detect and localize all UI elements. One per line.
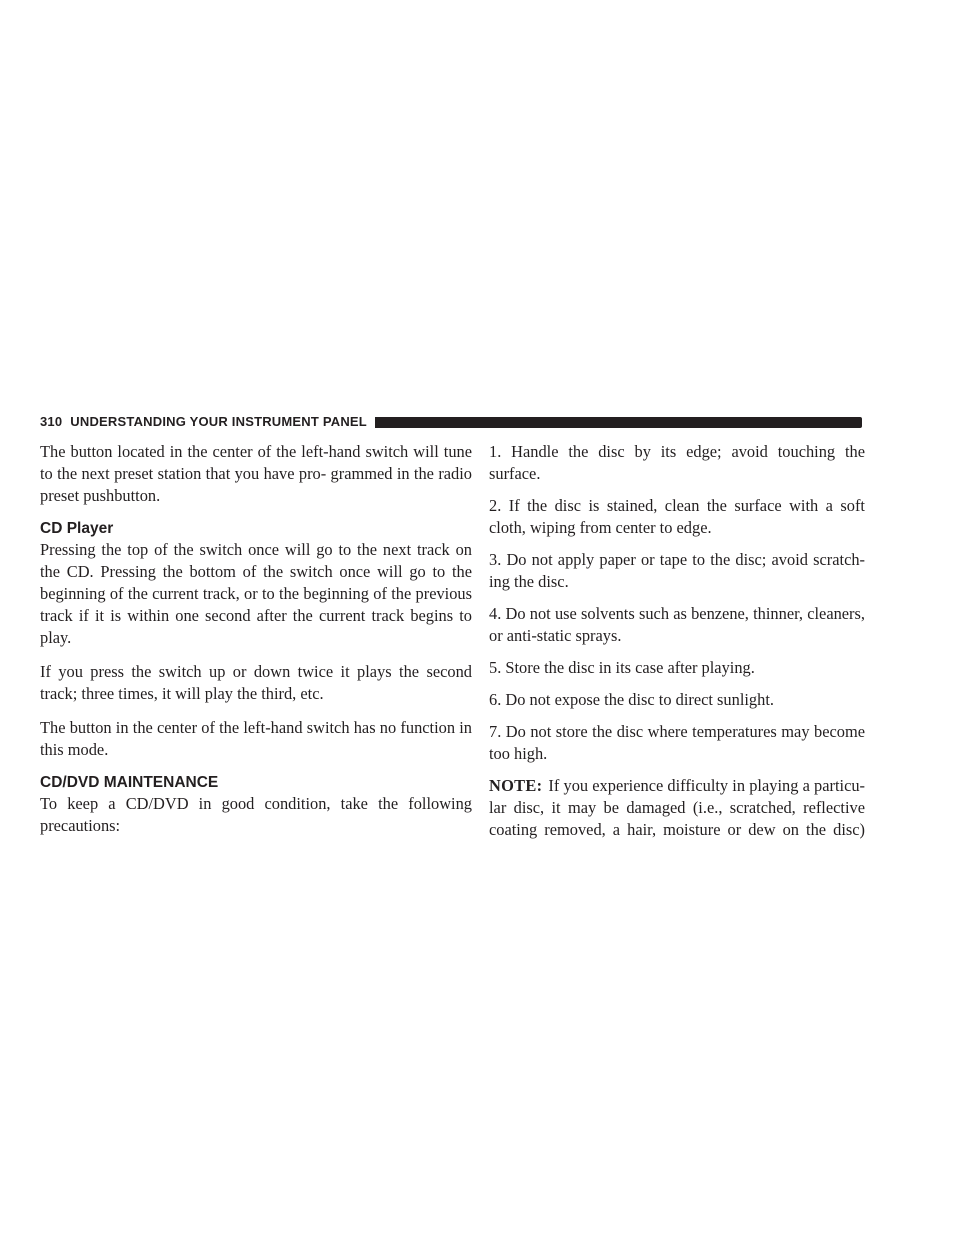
intro-paragraph: The button located in the center of the left-hand switch will tune to the next preset station that you have pro- grammed in the radio preset pushbutton. — [40, 442, 472, 505]
list-item: 4. Do not use solvents such as benzene, thinner, cleaners, or anti-static sprays. — [489, 604, 865, 645]
note-text: If you experience difficulty in playing a particu- lar disc, it may be damaged (i.e., scratched, reflective coating removed, a hair, moisture or dew on the disc) — [489, 776, 865, 839]
list-item: 7. Do not store the disc where temperatures may become too high. — [489, 722, 865, 763]
cd-player-paragraph-3: The button in the center of the left-hand switch has no function in this mode. — [40, 718, 472, 759]
cd-player-heading: CD Player — [40, 520, 114, 537]
maintenance-heading: CD/DVD MAINTENANCE — [40, 774, 219, 791]
list-item: 1. Handle the disc by its edge; avoid touching the surface. — [489, 442, 865, 483]
page-header — [40, 414, 862, 430]
list-item: 6. Do not expose the disc to direct sunlight. — [489, 690, 774, 709]
cd-player-paragraph-1: Pressing the top of the switch once will go to the next track on the CD. Pressing the bottom of the switch once will go to the beginning of the current track, or to the beginning of the previous track if it is within one second after the current track begins to play. — [40, 540, 472, 647]
cd-player-paragraph-2: If you press the switch up or down twice it plays the second track; three times, it will play the third, etc. — [40, 662, 472, 703]
right-column — [489, 441, 865, 853]
list-item: 3. Do not apply paper or tape to the disc; avoid scratch- ing the disc. — [489, 550, 865, 591]
list-item: 2. If the disc is stained, clean the surface with a soft cloth, wiping from center to edge. — [489, 496, 865, 537]
left-column — [40, 441, 472, 849]
section-title: UNDERSTANDING YOUR INSTRUMENT PANEL — [70, 414, 367, 429]
header-rule — [375, 417, 862, 428]
note-paragraph — [489, 775, 865, 841]
note-label: NOTE: — [489, 776, 543, 795]
page-number: 310 — [40, 414, 63, 429]
maintenance-intro: To keep a CD/DVD in good condition, take the following precautions: — [40, 794, 472, 835]
list-item: 5. Store the disc in its case after playing. — [489, 658, 755, 677]
